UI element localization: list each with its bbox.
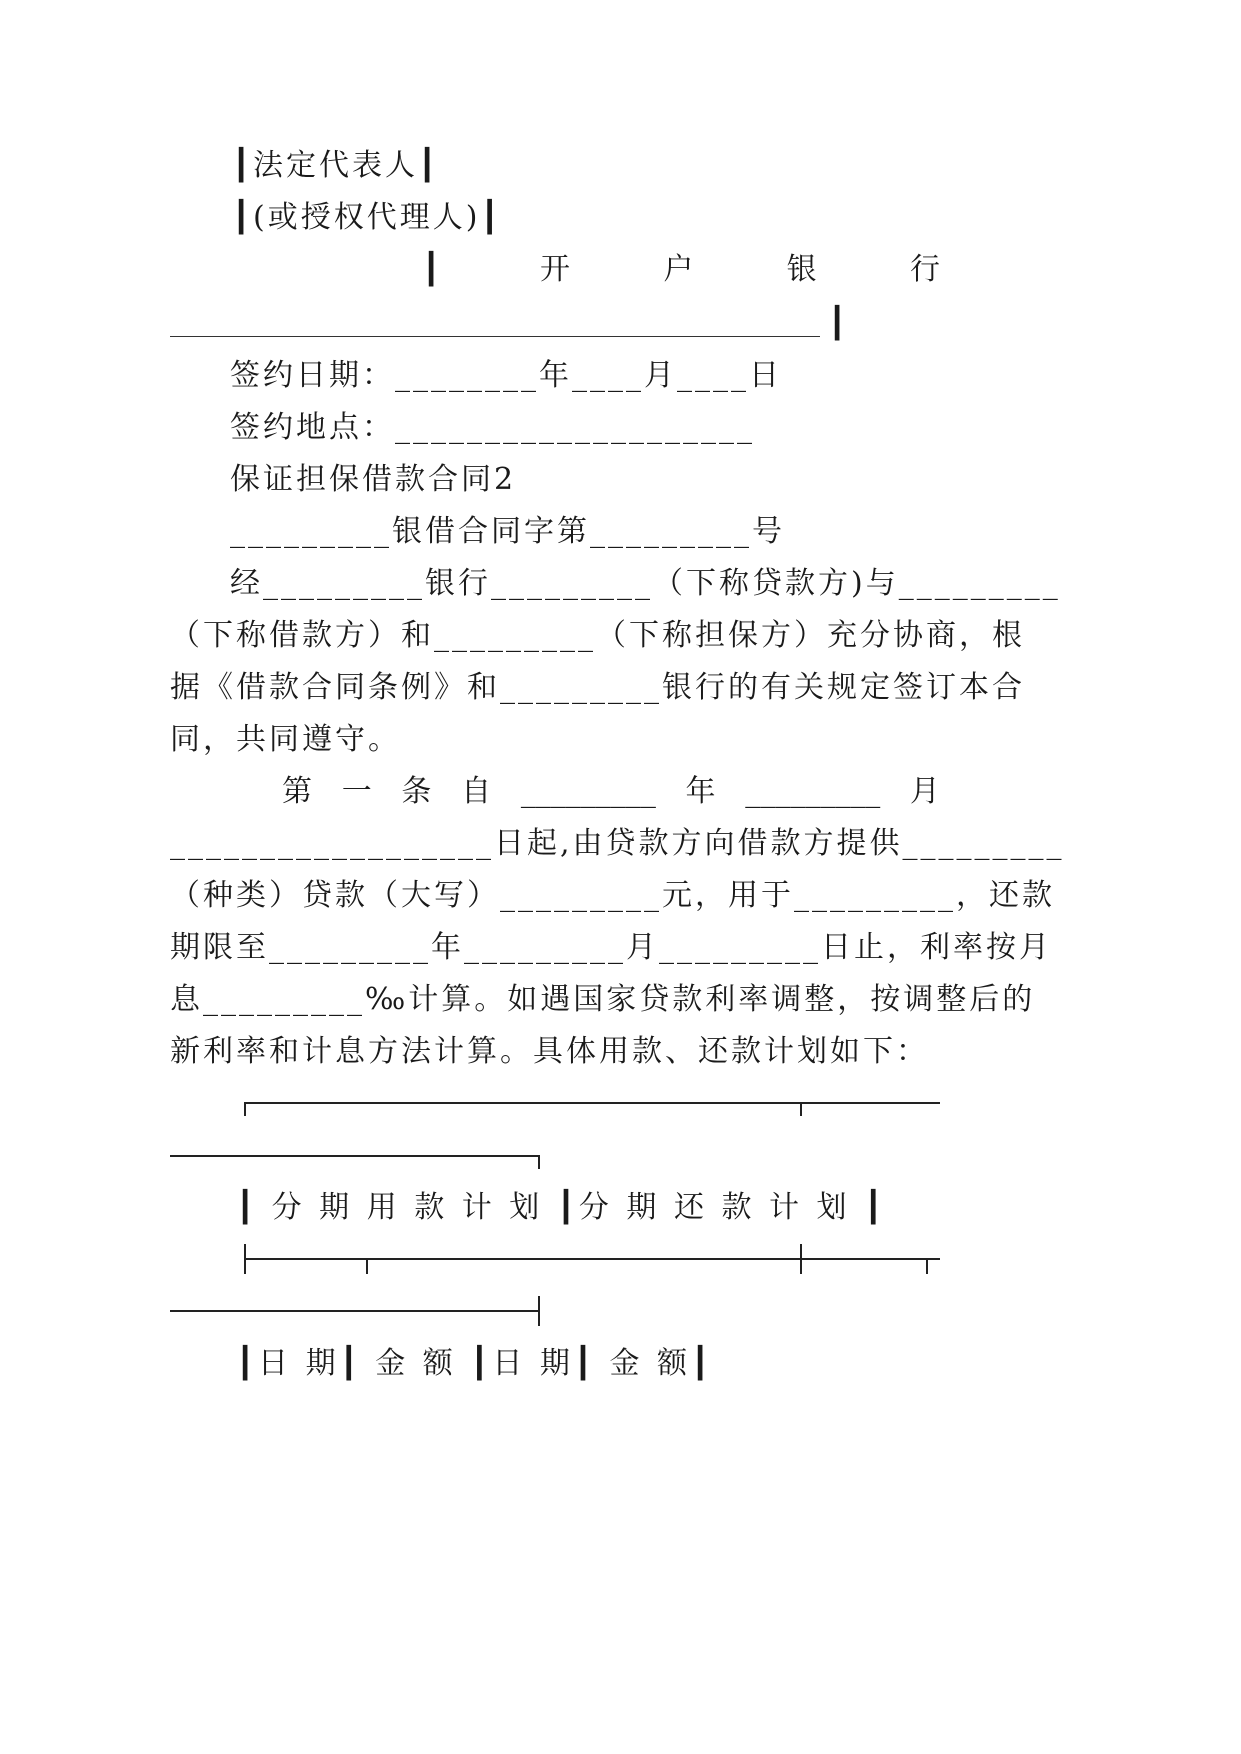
article-1-line-2: __________________日起,由贷款方向借款方提供_________ xyxy=(170,826,1065,861)
article-word: 年 xyxy=(685,774,716,809)
bank-line-end-bar: ┃ xyxy=(828,306,850,341)
article-word: 自 xyxy=(461,774,492,809)
bank-line-bar: ┃ xyxy=(422,252,444,287)
article-word: 一 xyxy=(341,774,372,809)
article-word: 月 xyxy=(909,774,940,809)
table-header-row: ┃ 分 期 用 款 计 划 ┃分 期 还 款 计 划 ┃ xyxy=(236,1190,887,1225)
article-1-line-6: 新利率和计息方法计算。具体用款、还款计划如下： xyxy=(170,1034,929,1069)
article-1-line-3: （种类）贷款（大写）_________元，用于_________，还款 xyxy=(170,878,1055,913)
authorized-agent-label: ┃(或授权代理人)┃ xyxy=(232,200,502,235)
sign-date: 签约日期：________年____月____日 xyxy=(230,358,782,393)
paragraph-1-line-2: （下称借款方）和_________（下称担保方）充分协商，根 xyxy=(170,618,1025,653)
bank-char: 户 xyxy=(663,252,694,287)
paragraph-1-line-4: 同，共同遵守。 xyxy=(170,722,401,757)
article-word: _________ xyxy=(745,774,881,809)
article-1-line-5: 息_________‰计算。如遇国家贷款利率调整，按调整后的 xyxy=(170,982,1036,1017)
bank-char: 开 xyxy=(540,252,570,287)
article-word: _________ xyxy=(520,774,656,809)
bank-char: 行 xyxy=(909,252,940,287)
table-subheader-row: ┃日 期┃ 金 额 ┃日 期┃ 金 额┃ xyxy=(236,1346,714,1381)
sign-place: 签约地点：____________________ xyxy=(230,410,755,445)
bank-char: 银 xyxy=(786,252,817,287)
contract-number: _________银借合同字第_________号 xyxy=(230,514,785,549)
paragraph-1-line-1: 经_________银行_________（下称贷款方)与_________ xyxy=(230,566,1061,601)
article-1-line-1 xyxy=(282,774,940,810)
bank-blank-line xyxy=(170,336,820,337)
article-1-line-4: 期限至_________年_________月_________日止，利率按月 xyxy=(170,930,1052,965)
paragraph-1-line-3: 据《借款合同条例》和_________银行的有关规定签订本合 xyxy=(170,670,1025,705)
contract-title: 保证担保借款合同2 xyxy=(230,462,517,497)
representative-label: ┃法定代表人┃ xyxy=(232,148,440,183)
article-word: 条 xyxy=(401,774,432,809)
bank-account-label xyxy=(540,252,940,288)
article-word: 第 xyxy=(282,774,312,809)
